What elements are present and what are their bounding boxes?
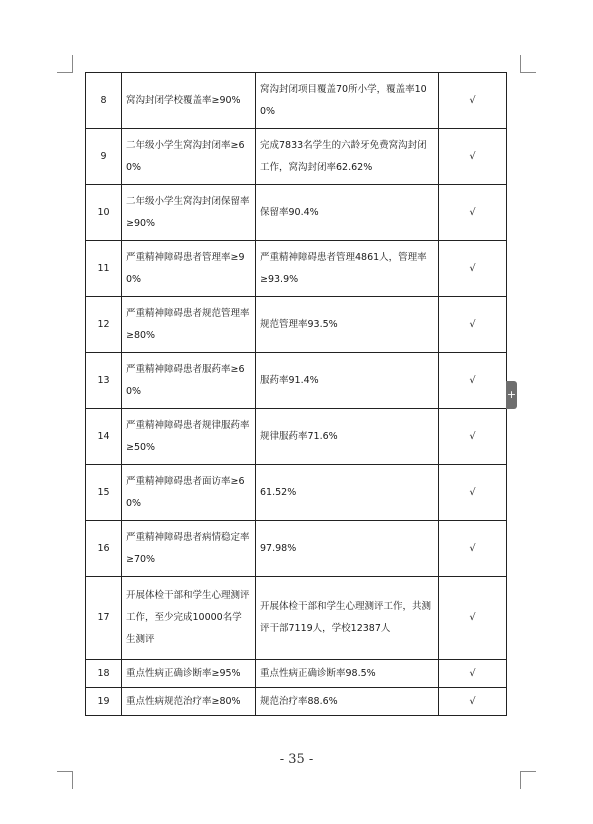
indicator-cell: 重点性病正确诊断率≥95% — [122, 660, 256, 688]
result-cell: 重点性病正确诊断率98.5% — [256, 660, 439, 688]
crop-mark-bottom-left-h — [57, 771, 73, 772]
indicator-cell: 重点性病规范治疗率≥80% — [122, 688, 256, 716]
table-row — [86, 521, 507, 577]
table-row — [86, 241, 507, 297]
table-row — [86, 353, 507, 409]
checkmark-cell: √ — [439, 353, 507, 409]
indicator-cell: 二年级小学生窝沟封闭保留率≥90% — [122, 185, 256, 241]
checkmark-cell: √ — [439, 297, 507, 353]
result-cell: 97.98% — [256, 521, 439, 577]
checkmark-cell: √ — [439, 577, 507, 660]
row-number: 15 — [86, 465, 122, 521]
indicator-cell: 严重精神障碍患者规律服药率≥50% — [122, 409, 256, 465]
indicator-cell: 窝沟封闭学校覆盖率≥90% — [122, 73, 256, 129]
row-number: 14 — [86, 409, 122, 465]
table-row — [86, 465, 507, 521]
result-cell: 规律服药率71.6% — [256, 409, 439, 465]
result-cell: 严重精神障碍患者管理4861人，管理率≥93.9% — [256, 241, 439, 297]
table-row — [86, 297, 507, 353]
checkmark-cell: √ — [439, 409, 507, 465]
result-cell: 规范治疗率88.6% — [256, 688, 439, 716]
page-number: - 35 - — [279, 752, 314, 767]
row-number: 16 — [86, 521, 122, 577]
row-number: 10 — [86, 185, 122, 241]
row-number: 12 — [86, 297, 122, 353]
crop-mark-top-right-v — [520, 55, 521, 73]
checkmark-cell: √ — [439, 73, 507, 129]
checkmark-cell: √ — [439, 185, 507, 241]
checkmark-cell: √ — [439, 129, 507, 185]
indicator-cell: 严重精神障碍患者服药率≥60% — [122, 353, 256, 409]
crop-mark-bottom-right-h — [520, 771, 536, 772]
result-cell: 完成7833名学生的六龄牙免费窝沟封闭工作，窝沟封闭率62.62% — [256, 129, 439, 185]
table-row — [86, 185, 507, 241]
row-number: 13 — [86, 353, 122, 409]
indicator-cell: 开展体检干部和学生心理测评工作，至少完成10000名学生测评 — [122, 577, 256, 660]
crop-mark-bottom-left-v — [72, 771, 73, 789]
row-number: 17 — [86, 577, 122, 660]
row-number: 18 — [86, 660, 122, 688]
row-number: 11 — [86, 241, 122, 297]
crop-mark-top-left-v — [72, 55, 73, 73]
checkmark-cell: √ — [439, 521, 507, 577]
checkmark-cell: √ — [439, 465, 507, 521]
indicator-cell: 严重精神障碍患者病情稳定率≥70% — [122, 521, 256, 577]
result-cell: 规范管理率93.5% — [256, 297, 439, 353]
indicator-cell: 严重精神障碍患者面访率≥60% — [122, 465, 256, 521]
result-cell: 开展体检干部和学生心理测评工作，共测评干部7119人，学校12387人 — [256, 577, 439, 660]
result-cell: 服药率91.4% — [256, 353, 439, 409]
result-cell: 61.52% — [256, 465, 439, 521]
checkmark-cell: √ — [439, 688, 507, 716]
checkmark-cell: √ — [439, 660, 507, 688]
indicator-cell: 严重精神障碍患者管理率≥90% — [122, 241, 256, 297]
table-row — [86, 577, 507, 660]
table-row — [86, 129, 507, 185]
crop-mark-top-left-h — [57, 72, 73, 73]
table-row — [86, 409, 507, 465]
result-cell: 保留率90.4% — [256, 185, 439, 241]
crop-mark-bottom-right-v — [520, 771, 521, 789]
table-row — [86, 688, 507, 716]
table-row — [86, 73, 507, 129]
table-row — [86, 660, 507, 688]
result-cell: 窝沟封闭项目覆盖70所小学，覆盖率100% — [256, 73, 439, 129]
row-number: 19 — [86, 688, 122, 716]
plus-icon: + — [506, 388, 517, 401]
indicator-cell: 二年级小学生窝沟封闭率≥60% — [122, 129, 256, 185]
indicator-table — [85, 72, 507, 716]
checkmark-cell: √ — [439, 241, 507, 297]
row-number: 8 — [86, 73, 122, 129]
row-number: 9 — [86, 129, 122, 185]
expand-tab[interactable] — [506, 381, 517, 409]
crop-mark-top-right-h — [520, 72, 536, 73]
indicator-cell: 严重精神障碍患者规范管理率≥80% — [122, 297, 256, 353]
